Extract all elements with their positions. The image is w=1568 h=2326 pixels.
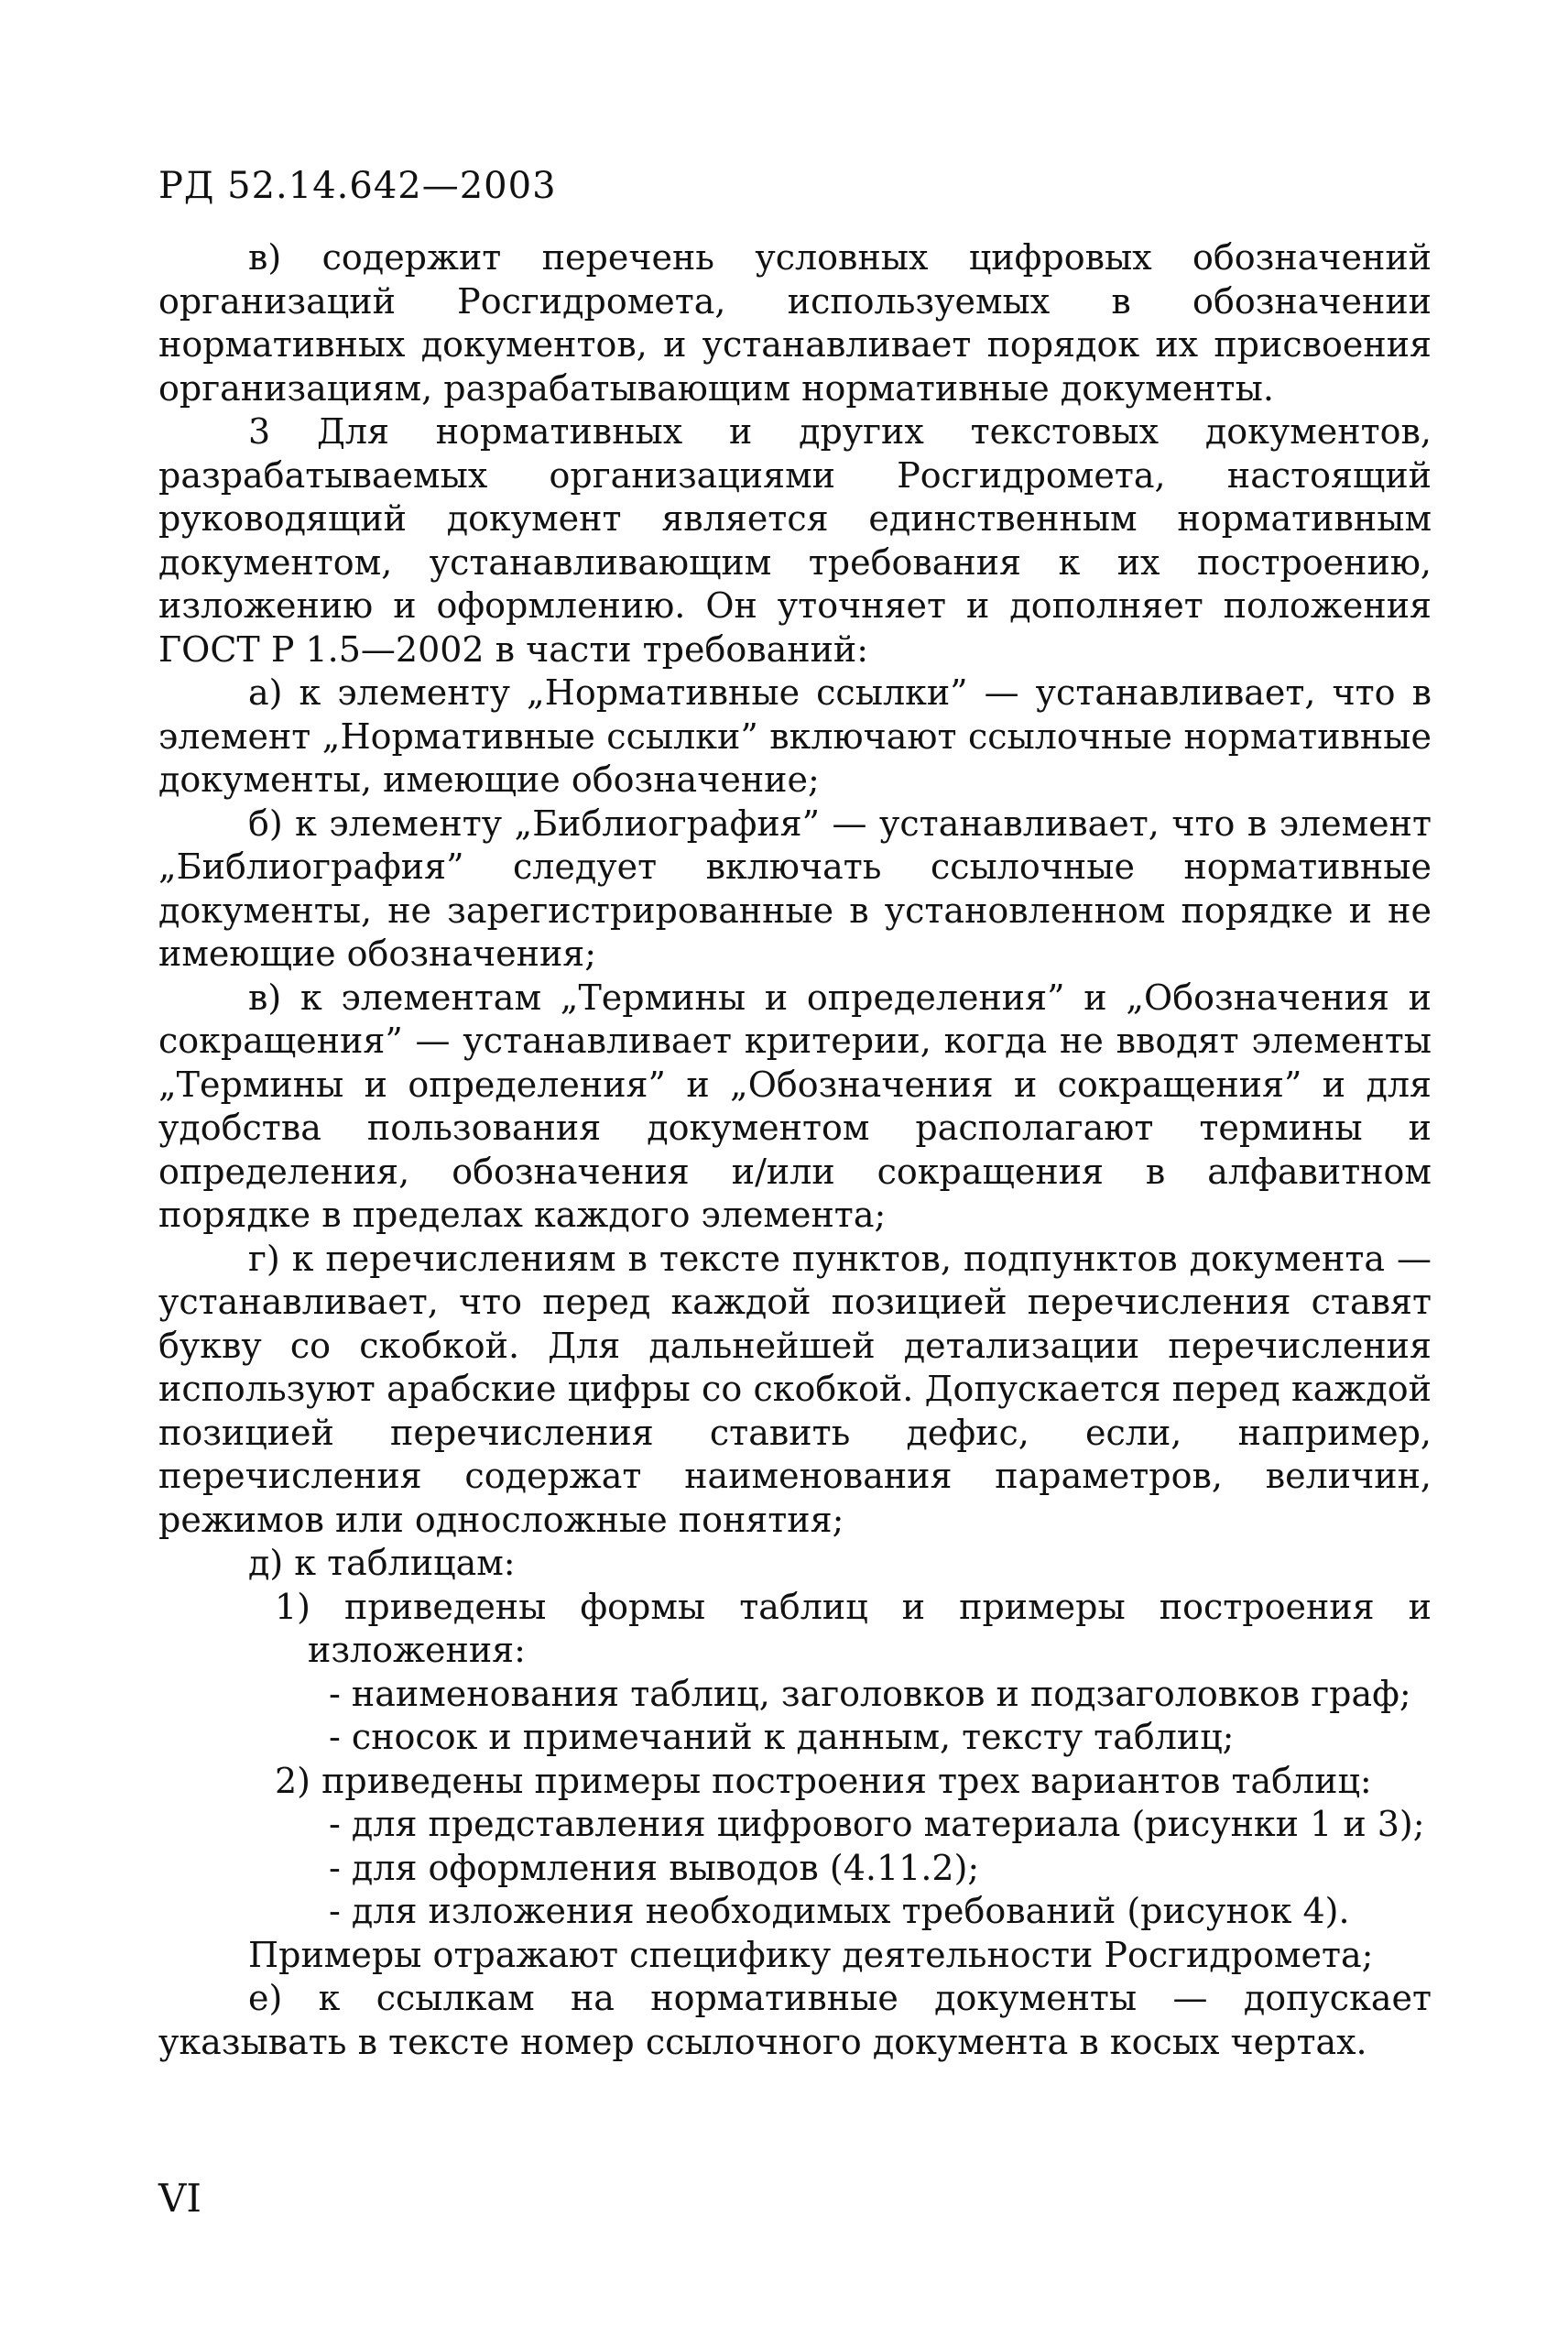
tables-list-item-1: 1) приведены формы таблиц и примеры построения и изложения: xyxy=(275,1586,1432,1670)
paragraph-section-3: 3 Для нормативных и других текстовых документов, разрабатываемых организациями Росгидромета, настоящий руководящий документ является единственным нормативным документом, устанавливающим требования к их построению, изложению и оформлению. Он уточняет и дополняет положения ГОСТ Р 1.5—2002 в части требований: xyxy=(158,411,1432,670)
body-text xyxy=(158,236,1432,2064)
paragraph-item-v: в) к элементам „Термины и определения” и „Обозначения и сокращения” — устанавливает критерии, когда не вводят элементы „Термины и определения” и „Обозначения и сокращения” и для удобства пользования документом располагают термины и определения, обозначения и/или сокращения в алфавитном порядке в пределах каждого элемента; xyxy=(158,977,1432,1235)
tables-list-item-2-sub-2: - для оформления выводов (4.11.2); xyxy=(329,1847,980,1888)
paragraph-item-g: г) к перечислениям в тексте пунктов, подпунктов документа — устанавливает, что перед каждой позицией перечисления ставят букву со скобкой. Для дальнейшей детализации перечисления используют арабские цифры со скобкой. Допускается перед каждой позицией перечисления ставить дефис, если, например, перечисления содержат наименования параметров, величин, режимов или односложные понятия; xyxy=(158,1238,1432,1540)
tables-list-item-1-sub-2: - сносок и примечаний к данным, тексту таблиц; xyxy=(329,1717,1235,1757)
paragraph-v-list-continuation: в) содержит перечень условных цифровых обозначений организаций Росгидромета, используемых в обозначении нормативных документов, и устанавливает порядок их присвоения организациям, разрабатывающим нормативные документы. xyxy=(158,237,1432,409)
tables-list-item-2-sub-1: - для представления цифрового материала (рисунки 1 и 3); xyxy=(329,1804,1425,1844)
paragraph-examples-note: Примеры отражают специфику деятельности Росгидромета; xyxy=(248,1934,1374,1975)
paragraph-item-a: а) к элементу „Нормативные ссылки” — устанавливает, что в элемент „Нормативные ссылки” включают ссылочные нормативные документы, имеющие обозначение; xyxy=(158,672,1432,800)
paragraph-item-d: д) к таблицам: xyxy=(248,1543,516,1583)
page-number: VI xyxy=(158,2176,201,2221)
paragraph-item-b: б) к элементу „Библиография” — устанавливает, что в элемент „Библиография” следует включать ссылочные нормативные документы, не зарегистрированные в установленном порядке и не имеющие обозначения; xyxy=(158,803,1432,974)
tables-list-item-1-sub-1: - наименования таблиц, заголовков и подзаголовков граф; xyxy=(329,1673,1411,1714)
document-code-header: РД 52.14.642—2003 xyxy=(158,165,557,207)
paragraph-item-e: е) к ссылкам на нормативные документы — допускает указывать в тексте номер ссылочного документа в косых чертах. xyxy=(158,1978,1432,2062)
tables-list-item-2-sub-3: - для изложения необходимых требований (рисунок 4). xyxy=(329,1891,1350,1931)
tables-list-item-2: 2) приведены примеры построения трех вариантов таблиц: xyxy=(275,1760,1372,1801)
